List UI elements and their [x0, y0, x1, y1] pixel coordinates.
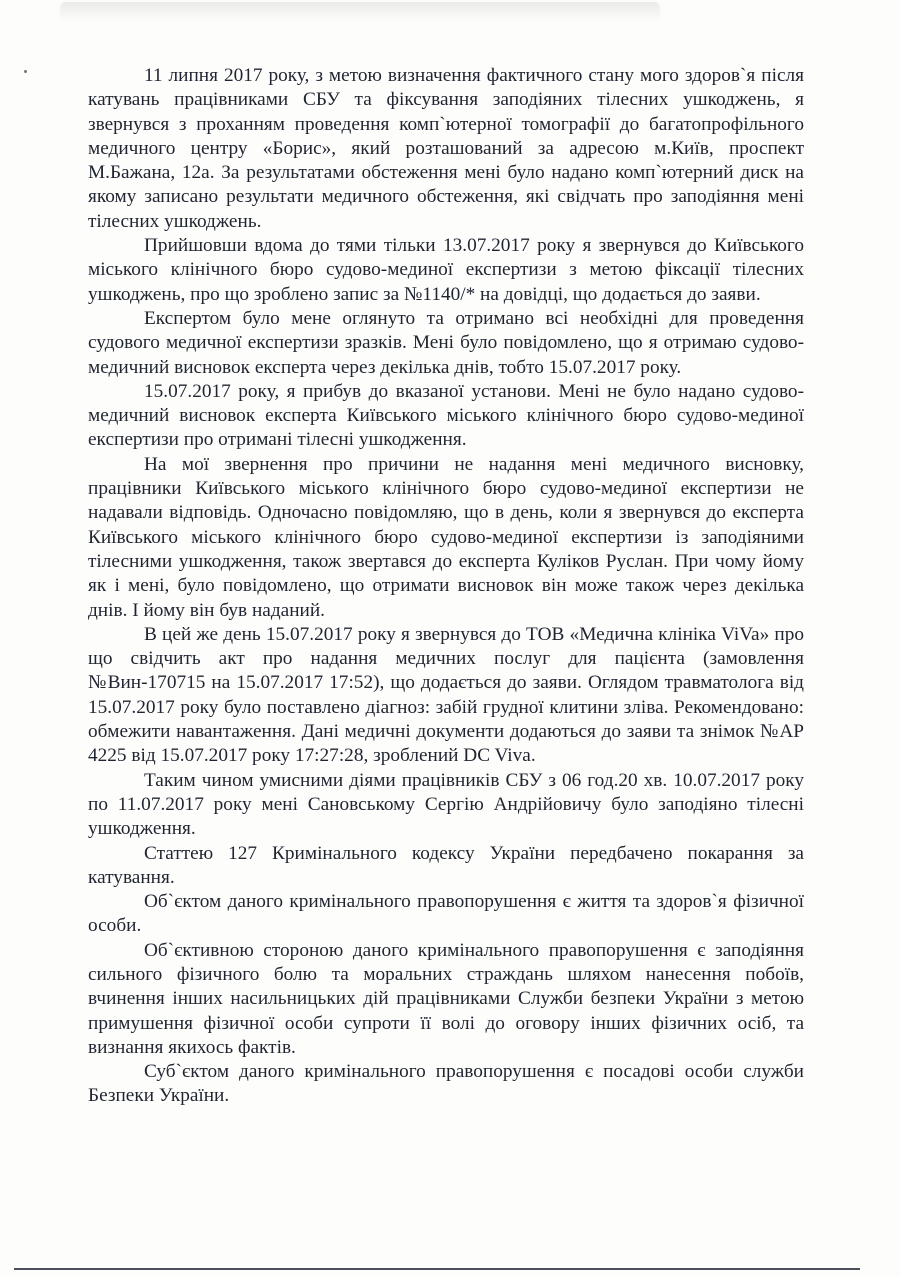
paragraph-expert-examination: Експертом було мене оглянуто та отримано всі необхідні для проведення судового медичної експертизи зразків. Мені було повідомлено, що я отримаю судово-медичний висновок експерта через декілька днів, тобто 15.07.2017 року. [88, 307, 804, 378]
scan-speck [24, 70, 27, 73]
paragraph-forensic-bureau-visit: Прийшовши вдома до тями тільки 13.07.2017 року я звернувся до Київського міського клінічного бюро судово-мединої експертизи з метою фіксації тілесних ушкоджень, про що зроблено запис за №1140/* на довідці, що додається до заяви. [88, 235, 804, 305]
paragraph-subject-of-offense: Суб`єктом даного кримінального правопорушення є посадові особи служби Безпеки України. [88, 1061, 804, 1107]
paragraph-article-127: Статтею 127 Кримінального кодексу України передбачено покарання за катування. [88, 842, 804, 888]
paragraph-no-response: На мої звернення про причини не надання мені медичного висновку, працівники Київського міського клінічного бюро судово-мединої експертизи не надавали відповідь. Одночасно повідомляю, що в день, коли я звернувся до експерта Київського міського клінічного бюро судово-мединої експертизи із заподіяними тілесними ушкодження, також звертався до експерта Куліков Руслан. При чому йому як і мені, було повідомлено, що отримати висновок він може також через декілька днів. І йому він був наданий. [88, 453, 804, 621]
paragraph-ct-scan: 11 липня 2017 року, з метою визначення фактичного стану мого здоров`я після катувань працівниками СБУ та фіксування заподіяних тілесних ушкоджень, я звернувся з проханням проведення комп`ютерної томографії до багатопрофільного медичного центру «Борис», який розташований за адресою м.Київ, проспект М.Бажана, 12а. За результатами обстеження мені було надано комп`ютерний диск на якому записано результати медичного обстеження, які свідчать про заподіяння мені тілесних ушкоджень. [88, 65, 804, 232]
paragraph-injuries-summary: Таким чином умисними діями працівників СБУ з 06 год.20 хв. 10.07.2017 року по 11.07.2017 року мені Сановському Сергію Андрійовичу було заподіяно тілесні ушкодження. [88, 769, 804, 840]
page-bottom-edge [14, 1268, 860, 1270]
paragraph-conclusion-not-provided: 15.07.2017 року, я прибув до вказаної установи. Мені не було надано судово-медичний висновок експерта Київського міського клінічного бюро судово-мединої експертизи про отримані тілесні ушкодження. [88, 380, 804, 451]
scan-smudge [60, 2, 660, 22]
document-body [88, 64, 804, 1109]
paragraph-object-of-offense: Об`єктом даного кримінального правопорушення є життя та здоров`я фізичної особи. [88, 891, 804, 937]
paragraph-objective-side: Об`єктивною стороною даного кримінального правопорушення є заподіяння сильного фізичного болю та моральних страждань шляхом нанесення побоїв, вчинення інших насильницьких дій працівниками Служби безпеки України з метою примушення фізичної особи супроти її волі до оговору інших фізичних осіб, та визнання якихось фактів. [88, 939, 804, 1058]
paragraph-viva-clinic: В цей же день 15.07.2017 року я звернувся до ТОВ «Медична клініка ViVa» про що свідчить акт про надання медичних послуг для пацієнта (замовлення №Вин-170715 на 15.07.2017 17:52), що додається до заяви. Оглядом травматолога від 15.07.2017 року було поставлено діагноз: забій грудної клитини зліва. Рекомендовано: обмежити навантаження. Дані медичні документи додаються до заяви та знімок №АР 4225 від 15.07.2017 року 17:27:28, зроблений DC Viva. [88, 623, 804, 767]
